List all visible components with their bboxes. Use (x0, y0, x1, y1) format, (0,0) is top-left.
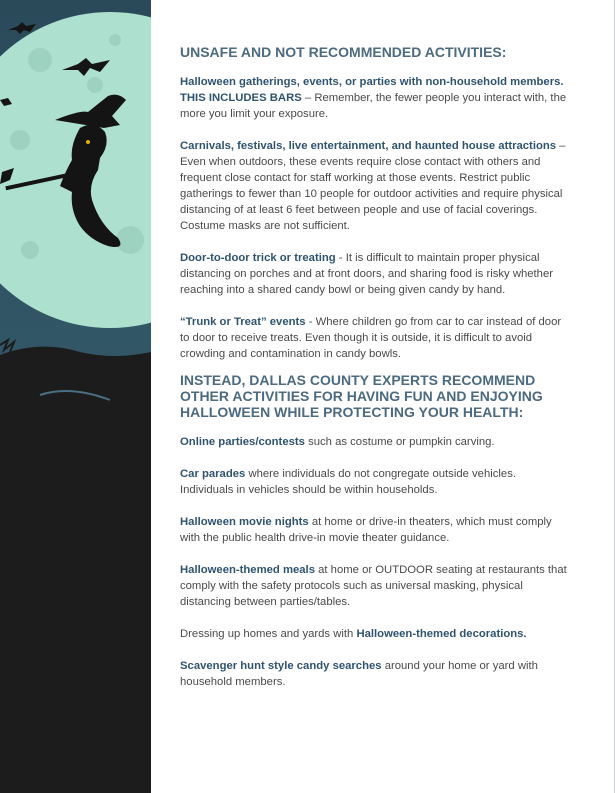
recommended-item (180, 434, 570, 450)
hill-silhouette (0, 347, 151, 793)
item-text: – Even when outdoors, these events require close contact with others and frequent close contact for staff working at those events. Restrict public gatherings to fewer than 10 people for outdoor activities and require physical distancing of at least 6 feet between people and use of facial coverings. Costume masks are not sufficient. (180, 140, 566, 232)
item-text: around your home or yard with household members. (180, 660, 538, 688)
section-heading-recommend: INSTEAD, DALLAS COUNTY EXPERTS RECOMMEND OTHER ACTIVITIES FOR HAVING FUN AND ENJOYING HALLOWEEN WHILE PROTECTING YOUR HEALTH: (180, 372, 543, 420)
item-text: - Where children go from car to car instead of door to door to receive treats. Even though it is outside, it is difficult to avoid crowding and contamination in candy bowls. (180, 316, 562, 360)
item-title: “Trunk or Treat” events (180, 316, 306, 328)
section-heading-unsafe: UNSAFE AND NOT RECOMMENDED ACTIVITIES: (180, 44, 507, 60)
recommended-item (180, 658, 570, 690)
item-title: Halloween movie nights (180, 516, 309, 528)
item-text: – Remember, the fewer people you interact with, the more you limit your exposure. (180, 92, 567, 120)
recommended-item (180, 514, 570, 546)
item-text: at home or OUTDOOR seating at restaurants that comply with the safety protocols such as universal masking, physical distancing between parties/tables. (180, 564, 567, 608)
unsafe-item (180, 250, 570, 298)
item-title: Carnivals, festivals, live entertainment, and haunted house attractions (180, 140, 557, 152)
recommended-item (180, 562, 570, 610)
item-title: Online parties/contests (180, 436, 305, 448)
unsafe-item (180, 314, 570, 362)
recommended-item (180, 626, 570, 642)
item-title: Door-to-door trick or treating (180, 252, 336, 264)
item-text: at home or drive-in theaters, which must comply with the public health drive-in movie theater guidance. (180, 516, 552, 544)
item-text: such as costume or pumpkin carving. (304, 436, 495, 448)
item-text: where individuals do not congregate outside vehicles. Individuals in vehicles should be within households. (180, 468, 516, 496)
item-title: Halloween-themed meals (180, 564, 315, 576)
document-body (180, 44, 570, 706)
item-title: Car parades (180, 468, 246, 480)
item-title: Scavenger hunt style candy searches (180, 660, 382, 672)
halloween-witch-illustration (0, 0, 151, 793)
item-title: Halloween gatherings, events, or parties with non-household members. THIS INCLUDES BARS (180, 76, 564, 104)
item-title: Halloween-themed decorations. (356, 628, 527, 640)
item-text: Dressing up homes and yards with (180, 628, 357, 640)
item-text: - It is difficult to maintain proper physical distancing on porches and at front doors, and sharing food is risky whether reaching into a shared candy bowl or being given candy by hand. (180, 252, 554, 296)
recommended-item (180, 466, 570, 498)
unsafe-item (180, 74, 570, 122)
unsafe-item (180, 138, 570, 234)
